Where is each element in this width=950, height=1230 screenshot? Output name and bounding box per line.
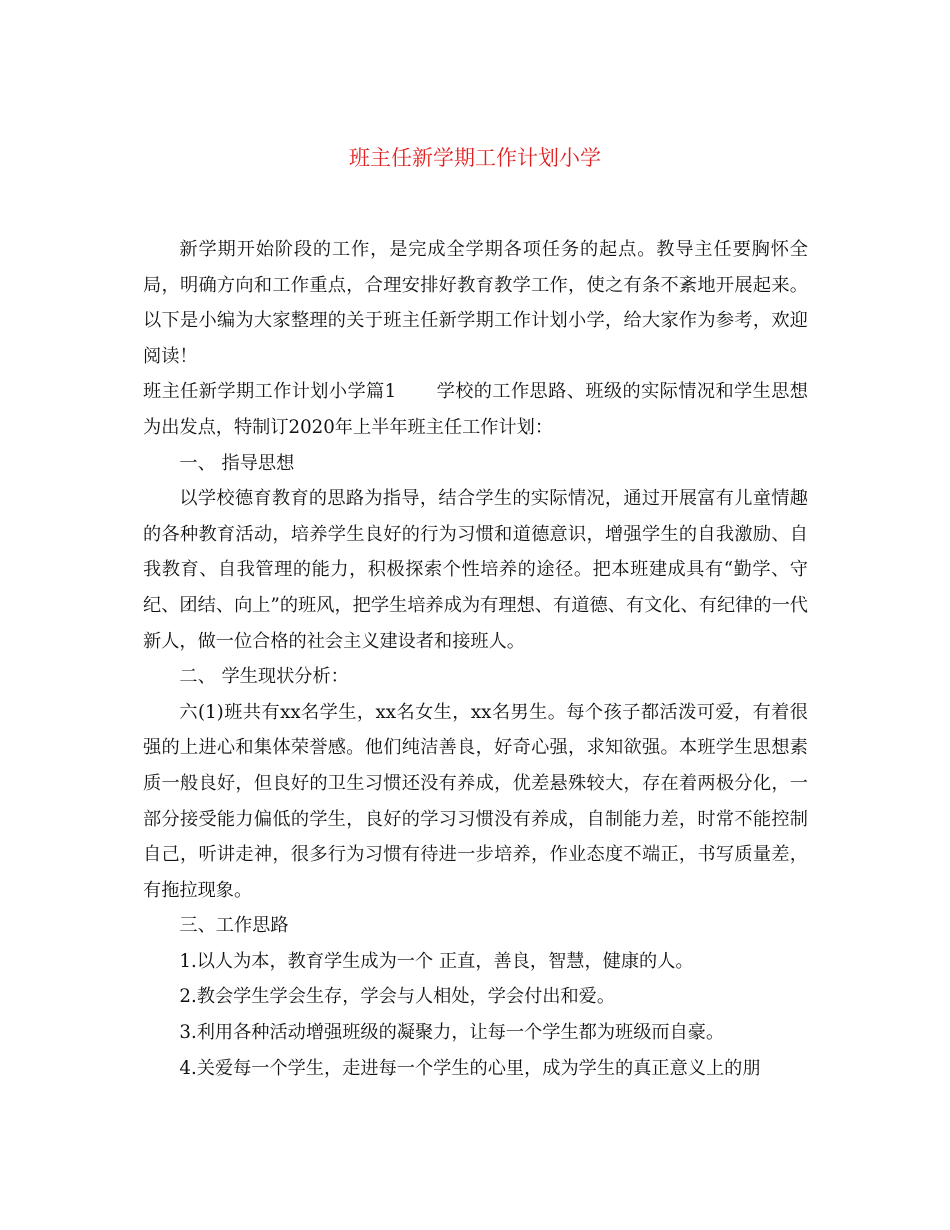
document-title: 班主任新学期工作计划小学: [349, 146, 601, 170]
article-heading: 班主任新学期工作计划小学篇1: [143, 381, 397, 403]
intro-paragraph: 新学期开始阶段的工作，是完成全学期各项任务的起点。教导主任要胸怀全局，明确方向和工作重点，合理安排好教育教学工作，使之有条不紊地开展起来。以下是小编为大家整理的关于班主任新学期工作计划小学，给大家作为参考，欢迎阅读！: [143, 239, 808, 367]
article-opening-paragraph: [143, 374, 808, 445]
list-item: 4.关爱每一个学生，走进每一个学生的心里，成为学生的真正意义上的朋: [179, 1057, 761, 1079]
section-heading-guiding-thought: 一、 指导思想: [179, 452, 295, 474]
section-heading-work-ideas: 三、工作思路: [179, 915, 289, 937]
list-item: 1.以人为本，教育学生成为一个 正直，善良，智慧，健康的人。: [179, 950, 694, 972]
guiding-thought-paragraph: 以学校德育教育的思路为指导，结合学生的实际情况，通过开展富有儿童情趣的各种教育活动，培养学生良好的行为习惯和道德意识，增强学生的自我激励、自我教育、自我管理的能力，积极探索个性培养的途径。把本班建成具有“勤学、守纪、团结、向上”的班风，把学生培养成为有理想、有道德、有文化、有纪律的一代新人，做一位合格的社会主义建设者和接班人。: [143, 488, 808, 652]
student-analysis-paragraph: 六(1)班共有xx名学生，xx名女生，xx名男生。每个孩子都活泼可爱，有着很强的上进心和集体荣誉感。他们纯洁善良，好奇心强，求知欲强。本班学生思想素质一般良好，但良好的卫生习惯还没有养成，优差悬殊较大，存在着两极分化，一部分接受能力偏低的学生，良好的学习习惯没有养成，自制能力差，时常不能控制自己，听讲走神，很多行为习惯有待进一步培养，作业态度不端正，书写质量差，有拖拉现象。: [143, 701, 808, 901]
document-body: [143, 232, 808, 1086]
list-item: 2.教会学生学会生存，学会与人相处，学会付出和爱。: [179, 986, 616, 1008]
list-item: 3.利用各种活动增强班级的凝聚力，让每一个学生都为班级而自豪。: [179, 1022, 725, 1044]
section-heading-student-analysis: 二、 学生现状分析：: [179, 666, 349, 688]
article-opening-text: 学校的工作思路、班级的实际情况和学生思想为出发点，特制订2020年上半年班主任工作计划：: [143, 381, 808, 438]
